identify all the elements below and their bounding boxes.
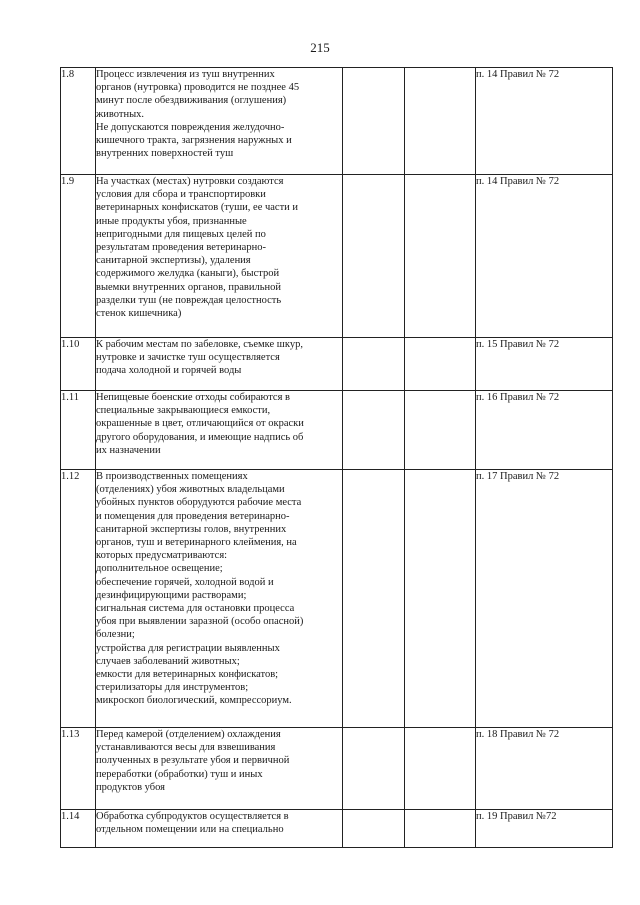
text-line: Не допускаются повреждения желудочно- xyxy=(96,121,285,133)
requirement-text xyxy=(96,68,343,175)
row-number: 1.9 xyxy=(61,175,96,338)
empty-cell xyxy=(343,470,405,728)
row-number: 1.10 xyxy=(61,338,96,391)
text-line: санитарной экспертизы), удаления xyxy=(96,255,251,267)
table-row xyxy=(61,728,613,810)
text-line: другого оборудования, и имеющие надпись об xyxy=(96,431,304,443)
legal-reference: п. 16 Правил № 72 xyxy=(476,391,613,470)
row-number: 1.14 xyxy=(61,810,96,848)
text-line: убойных пунктов оборудуются рабочие места xyxy=(96,497,302,509)
legal-reference: п. 17 Правил № 72 xyxy=(476,470,613,728)
text-line: содержимого желудка (каныги), быстрой xyxy=(96,268,280,280)
text-line: условия для сбора и транспортировки xyxy=(96,189,266,201)
text-line: выемки внутренних органов, правильной xyxy=(96,281,282,293)
text-line: емкости для ветеринарных конфискатов; xyxy=(96,669,279,681)
text-line: переработки (обработки) туш и иных xyxy=(96,768,263,780)
text-line: отдельном помещении или на специально xyxy=(96,824,284,836)
text-line: их назначении xyxy=(96,444,161,456)
empty-cell xyxy=(405,68,476,175)
text-line: нутровке и зачистке туш осуществляется xyxy=(96,352,280,364)
legal-reference: п. 18 Правил № 72 xyxy=(476,728,613,810)
text-line: которых предусматриваются: xyxy=(96,550,228,562)
text-line: убоя при выявлении заразной (особо опасной) xyxy=(96,616,304,628)
requirement-text xyxy=(96,728,343,810)
legal-reference: п. 15 Правил № 72 xyxy=(476,338,613,391)
text-line: дезинфицирующими растворами; xyxy=(96,589,247,601)
text-line: подача холодной и горячей воды xyxy=(96,365,242,377)
text-line: специальные закрывающиеся емкости, xyxy=(96,405,271,417)
text-line: продуктов убоя xyxy=(96,781,165,793)
text-line: случаев заболеваний животных; xyxy=(96,655,240,667)
text-line: органов (нутровка) проводится не позднее 45 xyxy=(96,82,300,94)
empty-cell xyxy=(343,728,405,810)
text-line: животных. xyxy=(96,108,145,120)
table-row xyxy=(61,391,613,470)
empty-cell xyxy=(405,810,476,848)
requirement-text xyxy=(96,338,343,391)
text-line: В производственных помещениях xyxy=(96,471,248,482)
table-row xyxy=(61,338,613,391)
legal-reference: п. 19 Правил №72 xyxy=(476,810,613,848)
row-number: 1.11 xyxy=(61,391,96,470)
empty-cell xyxy=(343,338,405,391)
text-line: органов, туш и ветеринарного клеймения, на xyxy=(96,537,297,549)
text-line: устройства для регистрации выявленных xyxy=(96,642,280,654)
text-line: ветеринарных конфискатов (туши, ее части и xyxy=(96,202,299,214)
text-line: сигнальная система для остановки процесса xyxy=(96,603,295,615)
text-line: полученных в результате убоя и первичной xyxy=(96,755,290,767)
empty-cell xyxy=(343,68,405,175)
empty-cell xyxy=(343,175,405,338)
empty-cell xyxy=(405,470,476,728)
text-line: К рабочим местам по забеловке, съемке шкур, xyxy=(96,339,303,350)
text-line: окрашенные в цвет, отличающийся от окраски xyxy=(96,418,304,430)
requirement-text xyxy=(96,175,343,338)
text-line: Непищевые боенские отходы собираются в xyxy=(96,392,290,403)
text-line: стерилизаторы для инструментов; xyxy=(96,682,249,694)
text-line: микроскоп биологический, компрессориум. xyxy=(96,695,292,707)
requirements-table xyxy=(60,67,613,848)
requirement-text xyxy=(96,391,343,470)
text-line: дополнительное освещение; xyxy=(96,563,223,575)
table-row xyxy=(61,175,613,338)
row-number: 1.8 xyxy=(61,68,96,175)
legal-reference: п. 14 Правил № 72 xyxy=(476,68,613,175)
table-row xyxy=(61,68,613,175)
table-row xyxy=(61,470,613,728)
empty-cell xyxy=(343,810,405,848)
requirement-text xyxy=(96,810,343,848)
text-line: болезни; xyxy=(96,629,135,641)
text-line: непригодными для пищевых целей по xyxy=(96,228,266,240)
text-line: минут после обездвиживания (оглушения) xyxy=(96,95,287,107)
text-line: обеспечение горячей, холодной водой и xyxy=(96,576,274,588)
text-line: На участках (местах) нутровки создаются xyxy=(96,176,284,187)
text-line: Процесс извлечения из туш внутренних xyxy=(96,69,275,80)
text-line: кишечного тракта, загрязнения наружных и xyxy=(96,135,292,147)
empty-cell xyxy=(405,338,476,391)
row-number: 1.12 xyxy=(61,470,96,728)
empty-cell xyxy=(405,391,476,470)
requirement-text xyxy=(96,470,343,728)
legal-reference: п. 14 Правил № 72 xyxy=(476,175,613,338)
text-line: разделки туш (не повреждая целостность xyxy=(96,294,282,306)
text-line: Обработка субпродуктов осуществляется в xyxy=(96,811,289,822)
text-line: стенок кишечника) xyxy=(96,308,182,320)
text-line: санитарной экспертизы голов, внутренних xyxy=(96,523,287,535)
text-line: устанавливаются весы для взвешивания xyxy=(96,742,276,754)
page-number: 215 xyxy=(310,40,330,55)
row-number: 1.13 xyxy=(61,728,96,810)
empty-cell xyxy=(343,391,405,470)
text-line: результатам проведения ветеринарно- xyxy=(96,242,266,254)
empty-cell xyxy=(405,728,476,810)
text-line: иные продукты убоя, признанные xyxy=(96,215,247,227)
text-line: внутренних поверхностей туш xyxy=(96,148,234,160)
text-line: (отделениях) убоя животных владельцами xyxy=(96,484,285,496)
text-line: и помещения для проведения ветеринарно- xyxy=(96,510,290,522)
empty-cell xyxy=(405,175,476,338)
table-row xyxy=(61,810,613,848)
text-line: Перед камерой (отделением) охлаждения xyxy=(96,729,281,740)
